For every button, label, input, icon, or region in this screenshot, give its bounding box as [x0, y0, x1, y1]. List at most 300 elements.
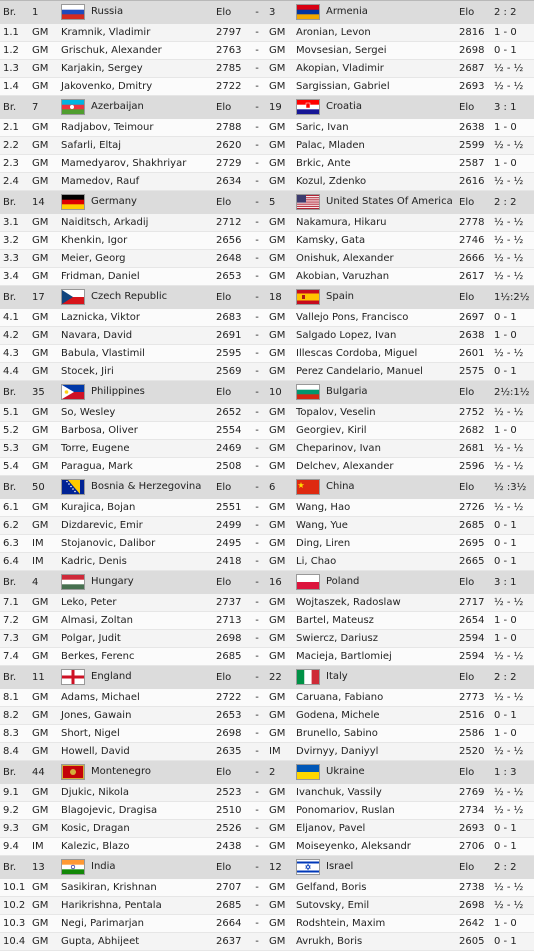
game-row: [0, 725, 534, 743]
player1-elo: 2685: [213, 648, 248, 666]
board-number: 9.2: [0, 802, 29, 820]
board-number: 10.3: [0, 915, 29, 933]
player1-elo: 2495: [213, 535, 248, 553]
player2-name: Kozul, Zdenko: [293, 173, 456, 191]
player1-name: Almasi, Zoltan: [58, 612, 213, 630]
player1-name: Sasikiran, Krishnan: [58, 879, 213, 897]
player2-elo: 2687: [456, 60, 491, 78]
elo-label: Elo: [456, 761, 491, 785]
match-header-row: [0, 286, 534, 310]
player2-elo: 2596: [456, 458, 491, 476]
player2-title: GM: [266, 838, 293, 856]
player2-name: Rodshtein, Maxim: [293, 915, 456, 933]
board-label: Br.: [0, 96, 29, 120]
player1-elo: 2712: [213, 214, 248, 232]
player2-name: Bartel, Mateusz: [293, 612, 456, 630]
croatia-flag-icon: [296, 99, 320, 115]
game-result: 1 - 0: [491, 327, 534, 345]
dash-label: -: [248, 535, 266, 553]
player1-title: GM: [29, 630, 58, 648]
dash-label: -: [248, 594, 266, 612]
team1-seed: 13: [29, 856, 58, 880]
game-result: 0 - 1: [491, 553, 534, 571]
player1-title: GM: [29, 363, 58, 381]
team2-seed: 18: [266, 286, 293, 310]
player2-title: GM: [266, 517, 293, 535]
player2-name: Palac, Mladen: [293, 137, 456, 155]
player2-title: GM: [266, 553, 293, 571]
player2-title: GM: [266, 268, 293, 286]
team2-name: [293, 286, 456, 310]
board-number: 7.3: [0, 630, 29, 648]
country-name: India: [91, 861, 116, 872]
player2-title: GM: [266, 933, 293, 951]
philippines-flag-icon: [61, 384, 85, 400]
game-result: 0 - 1: [491, 309, 534, 327]
player1-title: GM: [29, 137, 58, 155]
bulgaria-flag-icon: [296, 384, 320, 400]
player2-elo: 2693: [456, 820, 491, 838]
game-row: [0, 363, 534, 381]
player1-elo: 2664: [213, 915, 248, 933]
game-result: 1 - 0: [491, 630, 534, 648]
player2-title: GM: [266, 363, 293, 381]
match-score: ½ :3½: [491, 476, 534, 500]
game-row: [0, 784, 534, 802]
board-number: 2.2: [0, 137, 29, 155]
dash-label: -: [248, 897, 266, 915]
player1-elo: 2634: [213, 173, 248, 191]
player1-title: GM: [29, 820, 58, 838]
game-row: [0, 594, 534, 612]
player1-name: Jones, Gawain: [58, 707, 213, 725]
game-row: [0, 173, 534, 191]
player2-title: GM: [266, 879, 293, 897]
game-result: ½ - ½: [491, 250, 534, 268]
ukraine-flag-icon: [296, 764, 320, 780]
player2-elo: 2516: [456, 707, 491, 725]
player2-title: GM: [266, 535, 293, 553]
team1-name: [58, 191, 213, 215]
player2-name: Saric, Ivan: [293, 119, 456, 137]
player2-elo: 2682: [456, 422, 491, 440]
player1-title: IM: [29, 535, 58, 553]
match-header-row: [0, 856, 534, 880]
player1-title: GM: [29, 517, 58, 535]
match-score: 3 : 1: [491, 571, 534, 595]
player2-elo: 2594: [456, 630, 491, 648]
player2-title: GM: [266, 612, 293, 630]
player2-elo: 2769: [456, 784, 491, 802]
player2-title: GM: [266, 137, 293, 155]
game-row: [0, 743, 534, 761]
player1-title: GM: [29, 232, 58, 250]
game-row: [0, 155, 534, 173]
game-result: ½ - ½: [491, 232, 534, 250]
player2-name: Sargissian, Gabriel: [293, 78, 456, 96]
country-name: Germany: [91, 196, 137, 207]
team1-seed: 7: [29, 96, 58, 120]
team2-name: [293, 476, 456, 500]
elo-label: Elo: [213, 191, 248, 215]
game-result: ½ - ½: [491, 879, 534, 897]
dash-label: -: [248, 820, 266, 838]
game-result: 1 - 0: [491, 155, 534, 173]
player1-elo: 2526: [213, 820, 248, 838]
team1-name: [58, 476, 213, 500]
player1-name: So, Wesley: [58, 404, 213, 422]
player2-name: Brkic, Ante: [293, 155, 456, 173]
player2-name: Wojtaszek, Radoslaw: [293, 594, 456, 612]
player2-elo: 2773: [456, 689, 491, 707]
dash-label: -: [248, 404, 266, 422]
player1-name: Harikrishna, Pentala: [58, 897, 213, 915]
czech-flag-icon: [61, 289, 85, 305]
player2-name: Delchev, Alexander: [293, 458, 456, 476]
player2-elo: 2617: [456, 268, 491, 286]
dash-label: -: [248, 743, 266, 761]
board-number: 4.3: [0, 345, 29, 363]
game-result: ½ - ½: [491, 268, 534, 286]
board-number: 8.4: [0, 743, 29, 761]
country-name: Hungary: [91, 576, 134, 587]
player2-name: Salgado Lopez, Ivan: [293, 327, 456, 345]
player1-name: Naiditsch, Arkadij: [58, 214, 213, 232]
game-row: [0, 802, 534, 820]
board-number: 6.3: [0, 535, 29, 553]
game-result: ½ - ½: [491, 404, 534, 422]
team2-seed: 2: [266, 761, 293, 785]
player1-elo: 2653: [213, 268, 248, 286]
player2-title: GM: [266, 897, 293, 915]
player2-title: GM: [266, 214, 293, 232]
game-row: [0, 268, 534, 286]
player1-elo: 2469: [213, 440, 248, 458]
player2-elo: 2594: [456, 648, 491, 666]
dash-label: -: [248, 422, 266, 440]
player2-elo: 2738: [456, 879, 491, 897]
player1-title: IM: [29, 553, 58, 571]
player2-elo: 2681: [456, 440, 491, 458]
board-number: 9.4: [0, 838, 29, 856]
player1-name: Kosic, Dragan: [58, 820, 213, 838]
player1-elo: 2508: [213, 458, 248, 476]
player1-elo: 2707: [213, 879, 248, 897]
player1-elo: 2551: [213, 499, 248, 517]
dash-label: -: [248, 268, 266, 286]
dash-label: -: [248, 96, 266, 120]
elo-label: Elo: [213, 666, 248, 690]
board-number: 6.4: [0, 553, 29, 571]
spain-flag-icon: [296, 289, 320, 305]
game-result: ½ - ½: [491, 60, 534, 78]
germany-flag-icon: [61, 194, 85, 210]
bosnia-flag-icon: [61, 479, 85, 495]
team1-seed: 44: [29, 761, 58, 785]
player1-name: Polgar, Judit: [58, 630, 213, 648]
country-name: Bosnia & Herzegovina: [91, 481, 202, 492]
country-name: Czech Republic: [91, 291, 168, 302]
player1-name: Gupta, Abhijeet: [58, 933, 213, 951]
match-score: 1½:2½: [491, 286, 534, 310]
team2-name: [293, 856, 456, 880]
game-row: [0, 345, 534, 363]
board-number: 4.1: [0, 309, 29, 327]
player2-elo: 2601: [456, 345, 491, 363]
game-row: [0, 214, 534, 232]
dash-label: -: [248, 725, 266, 743]
team1-seed: 4: [29, 571, 58, 595]
match-header-row: [0, 381, 534, 405]
player1-name: Blagojevic, Dragisa: [58, 802, 213, 820]
board-number: 7.4: [0, 648, 29, 666]
player1-name: Howell, David: [58, 743, 213, 761]
player2-name: Vallejo Pons, Francisco: [293, 309, 456, 327]
match-score: 1 : 3: [491, 761, 534, 785]
dash-label: -: [248, 499, 266, 517]
game-result: 1 - 0: [491, 612, 534, 630]
board-label: Br.: [0, 761, 29, 785]
game-result: ½ - ½: [491, 458, 534, 476]
game-result: 1 - 0: [491, 725, 534, 743]
player1-elo: 2737: [213, 594, 248, 612]
game-result: ½ - ½: [491, 345, 534, 363]
dash-label: -: [248, 517, 266, 535]
player1-title: GM: [29, 458, 58, 476]
player2-title: GM: [266, 458, 293, 476]
game-row: [0, 707, 534, 725]
player2-elo: 2697: [456, 309, 491, 327]
player1-name: Torre, Eugene: [58, 440, 213, 458]
poland-flag-icon: [296, 574, 320, 590]
player1-title: GM: [29, 933, 58, 951]
player1-name: Adams, Michael: [58, 689, 213, 707]
player2-name: Brunello, Sabino: [293, 725, 456, 743]
board-label: Br.: [0, 856, 29, 880]
game-result: ½ - ½: [491, 689, 534, 707]
player2-elo: 2752: [456, 404, 491, 422]
team1-name: [58, 761, 213, 785]
board-label: Br.: [0, 286, 29, 310]
player2-title: GM: [266, 327, 293, 345]
dash-label: -: [248, 155, 266, 173]
player1-name: Meier, Georg: [58, 250, 213, 268]
player2-elo: 2695: [456, 535, 491, 553]
elo-label: Elo: [213, 96, 248, 120]
player1-name: Laznicka, Viktor: [58, 309, 213, 327]
country-name: Croatia: [326, 101, 362, 112]
player1-title: GM: [29, 345, 58, 363]
dash-label: -: [248, 42, 266, 60]
country-name: United States Of America: [326, 196, 453, 207]
dash-label: -: [248, 440, 266, 458]
game-row: [0, 897, 534, 915]
game-result: ½ - ½: [491, 648, 534, 666]
player1-title: GM: [29, 743, 58, 761]
dash-label: -: [248, 345, 266, 363]
game-result: 1 - 0: [491, 119, 534, 137]
dash-label: -: [248, 363, 266, 381]
country-name: China: [326, 481, 355, 492]
player2-elo: 2778: [456, 214, 491, 232]
board-number: 3.4: [0, 268, 29, 286]
dash-label: -: [248, 214, 266, 232]
team1-seed: 11: [29, 666, 58, 690]
player1-elo: 2698: [213, 630, 248, 648]
player2-elo: 2746: [456, 232, 491, 250]
player2-elo: 2685: [456, 517, 491, 535]
game-row: [0, 232, 534, 250]
board-number: 1.1: [0, 24, 29, 42]
game-result: 1 - 0: [491, 24, 534, 42]
player2-title: GM: [266, 689, 293, 707]
dash-label: -: [248, 250, 266, 268]
player2-elo: 2586: [456, 725, 491, 743]
board-number: 8.1: [0, 689, 29, 707]
board-number: 7.1: [0, 594, 29, 612]
player2-name: Dvirnyy, Daniyyl: [293, 743, 456, 761]
game-result: 0 - 1: [491, 363, 534, 381]
game-row: [0, 309, 534, 327]
player1-title: GM: [29, 915, 58, 933]
board-number: 1.3: [0, 60, 29, 78]
team1-seed: 35: [29, 381, 58, 405]
dash-label: -: [248, 648, 266, 666]
team1-seed: 17: [29, 286, 58, 310]
dash-label: -: [248, 571, 266, 595]
player2-name: Swiercz, Dariusz: [293, 630, 456, 648]
player1-name: Barbosa, Oliver: [58, 422, 213, 440]
game-result: ½ - ½: [491, 214, 534, 232]
dash-label: -: [248, 1, 266, 25]
player1-name: Karjakin, Sergey: [58, 60, 213, 78]
elo-label: Elo: [213, 381, 248, 405]
russia-flag-icon: [61, 4, 85, 20]
game-result: ½ - ½: [491, 802, 534, 820]
player2-name: Georgiev, Kiril: [293, 422, 456, 440]
player1-elo: 2595: [213, 345, 248, 363]
game-result: 0 - 1: [491, 933, 534, 951]
player1-name: Radjabov, Teimour: [58, 119, 213, 137]
dash-label: -: [248, 137, 266, 155]
player1-elo: 2499: [213, 517, 248, 535]
player2-title: GM: [266, 42, 293, 60]
player2-title: GM: [266, 440, 293, 458]
player2-name: Cheparinov, Ivan: [293, 440, 456, 458]
player1-name: Djukic, Nikola: [58, 784, 213, 802]
team1-name: [58, 666, 213, 690]
player2-title: GM: [266, 725, 293, 743]
player2-elo: 2642: [456, 915, 491, 933]
team2-seed: 22: [266, 666, 293, 690]
player2-title: GM: [266, 630, 293, 648]
player2-title: GM: [266, 820, 293, 838]
player1-elo: 2691: [213, 327, 248, 345]
player2-title: GM: [266, 345, 293, 363]
player1-name: Negi, Parimarjan: [58, 915, 213, 933]
match-score: 2 : 2: [491, 1, 534, 25]
player1-title: GM: [29, 24, 58, 42]
team2-seed: 6: [266, 476, 293, 500]
board-number: 2.4: [0, 173, 29, 191]
player1-elo: 2648: [213, 250, 248, 268]
match-header-row: [0, 571, 534, 595]
player2-title: GM: [266, 309, 293, 327]
player1-title: GM: [29, 309, 58, 327]
player2-name: Avrukh, Boris: [293, 933, 456, 951]
player1-name: Kramnik, Vladimir: [58, 24, 213, 42]
player2-title: GM: [266, 24, 293, 42]
country-name: Poland: [326, 576, 360, 587]
player2-elo: 2816: [456, 24, 491, 42]
board-number: 6.1: [0, 499, 29, 517]
board-number: 5.4: [0, 458, 29, 476]
player1-title: GM: [29, 60, 58, 78]
game-result: ½ - ½: [491, 897, 534, 915]
player1-title: GM: [29, 440, 58, 458]
player1-title: GM: [29, 802, 58, 820]
country-name: Russia: [91, 6, 124, 17]
game-result: ½ - ½: [491, 499, 534, 517]
country-name: Israel: [326, 861, 354, 872]
player1-elo: 2713: [213, 612, 248, 630]
dash-label: -: [248, 458, 266, 476]
player2-name: Ponomariov, Ruslan: [293, 802, 456, 820]
player1-title: GM: [29, 155, 58, 173]
match-score: 3 : 1: [491, 96, 534, 120]
player2-name: Gelfand, Boris: [293, 879, 456, 897]
player1-name: Paragua, Mark: [58, 458, 213, 476]
match-header-row: [0, 761, 534, 785]
player2-name: Wang, Hao: [293, 499, 456, 517]
game-row: [0, 553, 534, 571]
game-row: [0, 440, 534, 458]
player1-elo: 2635: [213, 743, 248, 761]
game-result: ½ - ½: [491, 743, 534, 761]
team2-seed: 19: [266, 96, 293, 120]
board-number: 3.3: [0, 250, 29, 268]
player1-title: GM: [29, 594, 58, 612]
dash-label: -: [248, 612, 266, 630]
dash-label: -: [248, 689, 266, 707]
player2-elo: 2575: [456, 363, 491, 381]
england-flag-icon: [61, 669, 85, 685]
player1-name: Fridman, Daniel: [58, 268, 213, 286]
game-row: [0, 250, 534, 268]
player2-name: Akopian, Vladimir: [293, 60, 456, 78]
board-label: Br.: [0, 1, 29, 25]
country-name: England: [91, 671, 132, 682]
team2-name: [293, 761, 456, 785]
player2-name: Aronian, Levon: [293, 24, 456, 42]
player1-elo: 2785: [213, 60, 248, 78]
team2-name: [293, 96, 456, 120]
player1-elo: 2698: [213, 725, 248, 743]
game-row: [0, 648, 534, 666]
team1-name: [58, 286, 213, 310]
elo-label: Elo: [213, 856, 248, 880]
board-number: 4.2: [0, 327, 29, 345]
elo-label: Elo: [456, 381, 491, 405]
board-label: Br.: [0, 381, 29, 405]
player1-title: IM: [29, 838, 58, 856]
game-result: ½ - ½: [491, 440, 534, 458]
match-header-row: [0, 191, 534, 215]
player2-name: Movsesian, Sergei: [293, 42, 456, 60]
player2-elo: 2698: [456, 42, 491, 60]
player2-name: Akobian, Varuzhan: [293, 268, 456, 286]
team2-name: [293, 571, 456, 595]
